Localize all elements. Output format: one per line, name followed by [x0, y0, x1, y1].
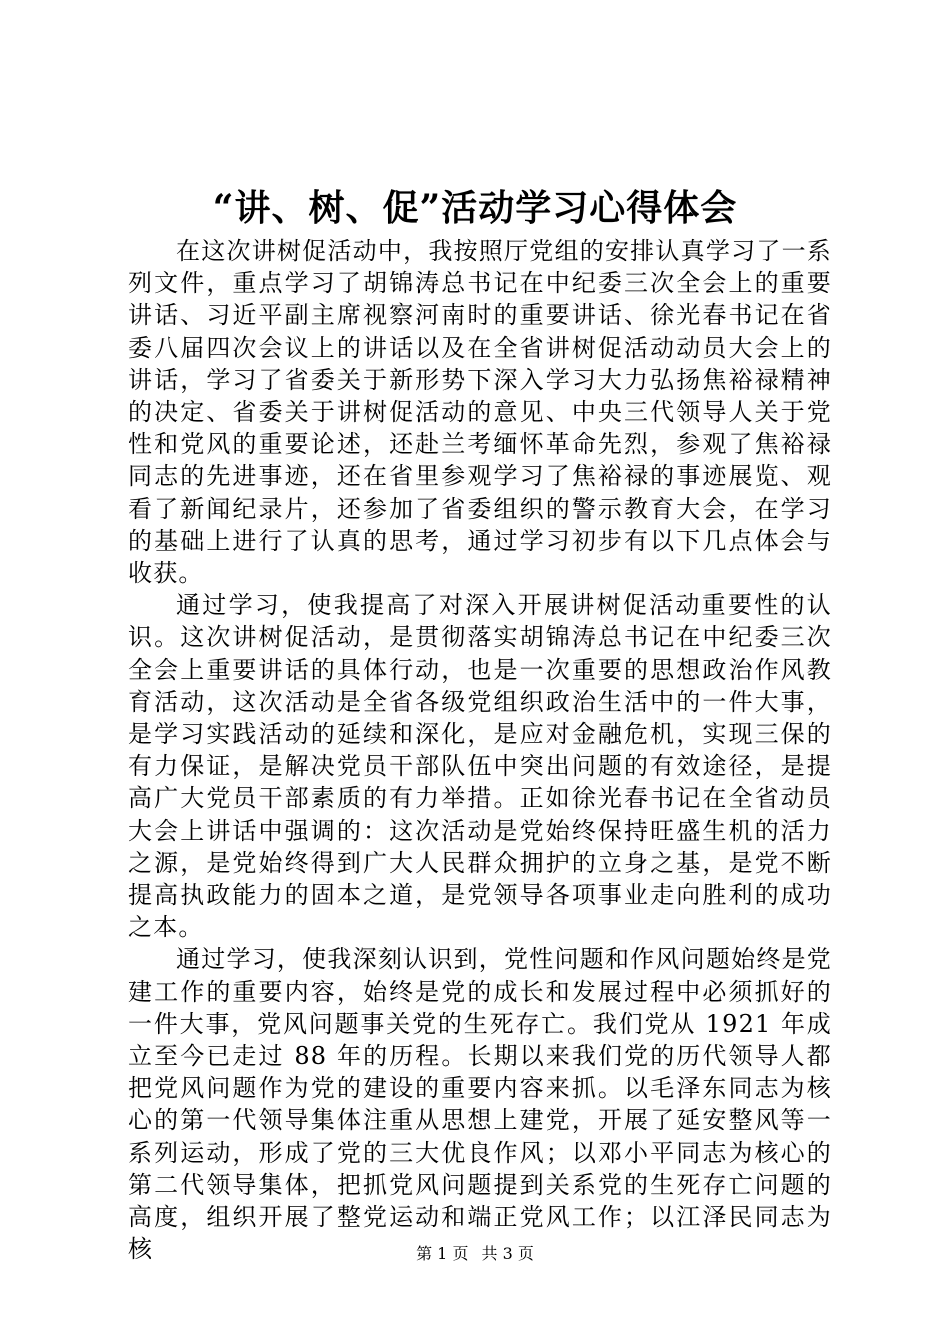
- page-number: 第 1 页: [416, 1244, 469, 1263]
- paragraph-2: 通过学习，使我提高了对深入开展讲树促活动重要性的认识。这次讲树促活动，是贯彻落实胡锦涛总书记在中纪委三次全会上重要讲话的具体行动，也是一次重要的思想政治作风教育活动，这次活动是全省各级党组织政治生活中的一件大事，是学习实践活动的延续和深化，是应对金融危机，实现三保的有力保证，是解决党员干部队伍中突出问题的有效途径，是提高广大党员干部素质的有力举措。正如徐光春书记在全省动员大会上讲话中强调的：这次活动是党始终保持旺盛生机的活力之源，是党始终得到广大人民群众拥护的立身之基，是党不断提高执政能力的固本之道，是党领导各项事业走向胜利的成功之本。: [128, 591, 832, 942]
- paragraph-1: 在这次讲树促活动中，我按照厅党组的安排认真学习了一系列文件，重点学习了胡锦涛总书记在中纪委三次全会上的重要讲话、习近平副主席视察河南时的重要讲话、徐光春书记在省委八届四次会议上的讲话以及在全省讲树促活动动员大会上的讲话，学习了省委关于新形势下深入学习大力弘扬焦裕禄精神的决定、省委关于讲树促活动的意见、中央三代领导人关于党性和党风的重要论述，还赴兰考缅怀革命先烈，参观了焦裕禄同志的先进事迹，还在省里参观学习了焦裕禄的事迹展览、观看了新闻纪录片，还参加了省委组织的警示教育大会，在学习的基础上进行了认真的思考，通过学习初步有以下几点体会与收获。: [128, 237, 832, 588]
- document-body: [128, 235, 832, 1266]
- page-footer: [0, 1244, 950, 1264]
- paragraph-3: 通过学习，使我深刻认识到，党性问题和作风问题始终是党建工作的重要内容，始终是党的成长和发展过程中必须抓好的一件大事，党风问题事关党的生死存亡。我们党从 1921 年成立至今已走过 88 年的历程。长期以来我们党的历代领导人都把党风问题作为党的建设的重要内容来抓。以毛泽东同志为核心的第一代领导集体注重从思想上建党，开展了延安整风等一系列运动，形成了党的三大优良作风；以邓小平同志为核心的第二代领导集体，把抓党风问题提到关系党的生死存亡问题的高度，组织开展了整党运动和端正党风工作；以江泽民同志为核: [128, 945, 832, 1264]
- page-total: 共 3 页: [481, 1244, 534, 1263]
- document-title: “讲、树、促”活动学习心得体会: [212, 187, 738, 229]
